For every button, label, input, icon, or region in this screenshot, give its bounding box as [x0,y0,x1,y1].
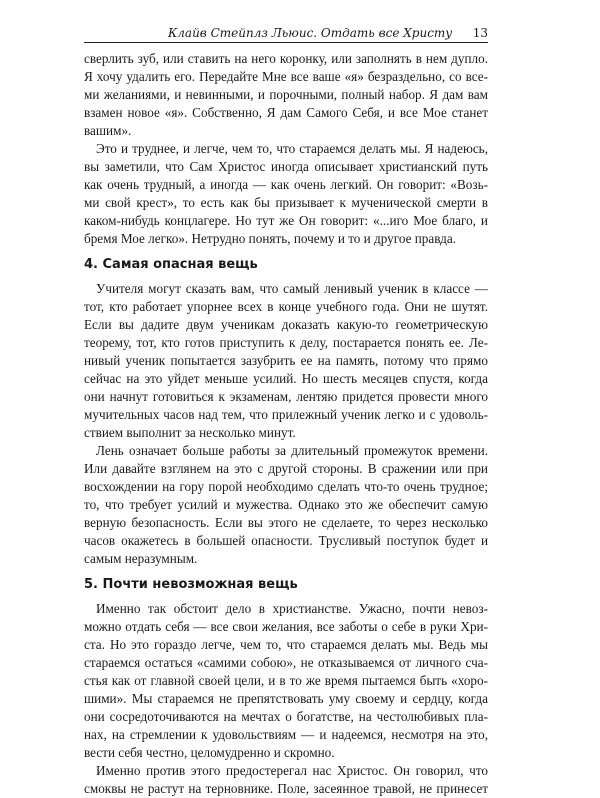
text-line: ми свой крест», то есть как бы призывает к мученической смерти в [84,195,488,210]
paragraph [84,280,488,442]
body-text [84,50,488,798]
text-line: мучительных часов над тем, что прилежный ученик легко и с удоволь- [84,407,488,422]
text-line: Именно против этого предостерегал нас Христос. Он говорил, что [96,763,488,778]
text-line: смоквы не растут на терновнике. Поле, засеянное травой, не принесет [84,781,488,796]
paragraph [84,442,488,568]
section-heading: 4. Самая опасная вещь [84,257,258,272]
text-line: восхождении на гору порой необходимо сделать что-то очень трудное; [84,479,488,494]
text-line: бремя Мое легко». Нетрудно понять, почему и то и другое правда. [84,231,457,246]
text-line: взамен новое «я». Собственно, Я дам Самого Себя, и все Мое станет [84,105,488,120]
text-line: Я хочу удалить его. Передайте Мне все ваше «я» безраздельно, со все- [84,69,488,84]
text-line: Учителя могут сказать вам, что самый ленивый ученик в классе — [96,281,488,296]
section-heading: 5. Почти невозможная вещь [84,577,298,592]
page-number: 13 [472,26,488,40]
text-line: вашим». [84,123,132,138]
text-line: стараемся остаться «самими собою», не отказываемся от личного сча- [84,655,488,670]
text-line: сейчас на это уйдет меньше усилий. Но шесть месяцев спустя, когда [84,371,488,386]
paragraph [84,140,488,248]
text-line: они начнут готовиться к экзаменам, лентяю придется провести много [84,389,488,404]
text-line: можно отдать себя — все свои желания, все заботы о себе в руки Хри- [84,619,488,634]
text-line: ствием выполнит за несколько минут. [84,425,296,440]
text-line: ми желаниями, и невинными, и порочными, полный набор. Я дам вам [84,87,488,102]
paragraph [84,762,488,798]
text-line: как очень трудный, а иногда — как очень легкий. Он говорит: «Возь- [84,177,488,192]
paragraph [84,600,488,762]
text-line: нах, на стремлении к удовольствиям — и надеемся, несмотря на это, [84,727,488,742]
text-line: Или давайте взглянем на это с другой стороны. В сражении или при [84,461,488,476]
text-line: часов окажетесь в большей опасности. Трусливый поступок будет и [84,533,488,548]
running-header [84,26,488,43]
paragraph [84,50,488,140]
text-line: вы заметили, что Сам Христос иногда описывает христианский путь [84,159,488,174]
text-line: Если вы дадите двум ученикам доказать какую-то геометрическую [84,317,488,332]
text-line: нивый ученик попытается зазубрить ее на память, потому что прямо [84,353,488,368]
text-line: Лень означает больше работы за длительный промежуток времени. [96,443,488,458]
text-line: Это и труднее, и легче, чем то, что стараемся делать мы. Я надеюсь, [96,141,488,156]
text-line: стья как от главной своей цели, и в то же время пытаемся быть «хоро- [84,673,488,688]
text-line: то, что требует усилий и мужества. Однако это же обеспечит самую [84,497,488,512]
text-line: вести себя честно, целомудренно и скромно. [84,745,335,760]
text-line: верную безопасность. Если вы этого не сделаете, то через несколько [84,515,488,530]
text-line: самым неразумным. [84,551,198,566]
text-line: шими». Мы стараемся не препятствовать уму своему и сердцу, когда [84,691,488,706]
text-line: каком-нибудь концлагере. Но тут же Он говорит: «...иго Мое благо, и [84,213,488,228]
text-line: они сосредоточиваются на мечтах о богатстве, на честолюбивых пла- [84,709,488,724]
text-line: ста. Но это гораздо легче, чем то, что стараемся делать мы. Ведь мы [84,637,488,652]
text-line: тот, кто работает упорнее всех в конце учебного года. Они не шутят. [84,299,488,314]
text-line: сверлить зуб, или ставить на него коронку, или заполнять в нем дупло. [84,51,488,66]
text-line: теорему, тот, кто готов приступить к делу, постарается понять ее. Ле- [84,335,488,350]
header-title: Клайв Стейплз Льюис. Отдать все Христу [168,26,453,40]
text-line: Именно так обстоит дело в христианстве. Ужасно, почти невоз- [96,601,488,616]
